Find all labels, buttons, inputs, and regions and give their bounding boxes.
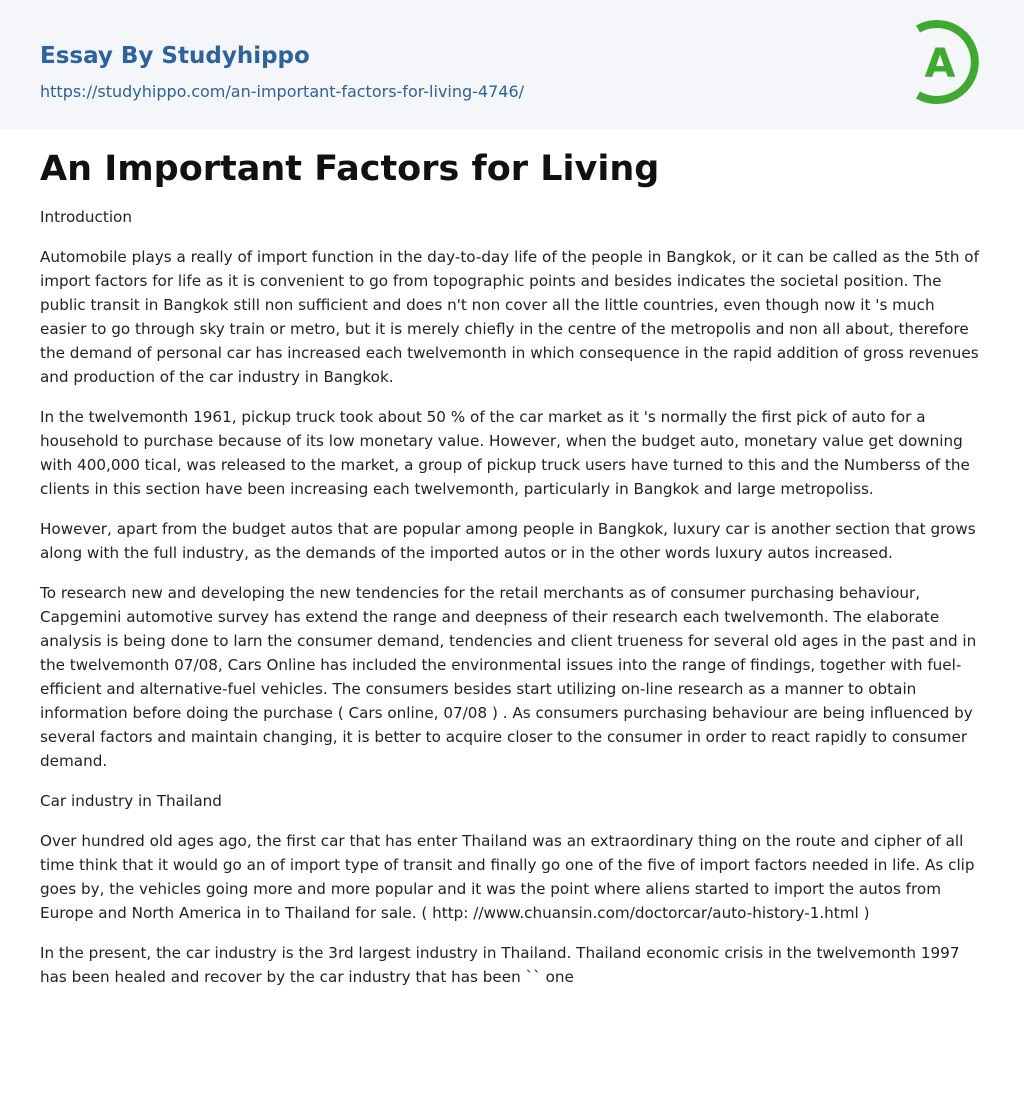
section-heading-car-industry: Car industry in Thailand [40,792,222,810]
studyhippo-logo-icon[interactable] [903,17,993,107]
section-heading-introduction: Introduction [40,208,132,226]
paragraph: In the present, the car industry is the 3rd largest industry in Thailand. Thailand economic crisis in the twelvemonth 1997 has been healed and recover by the car industry that has been `` one [40,944,960,986]
paragraph: However, apart from the budget autos that are popular among people in Bangkok, luxury car is another section that grows along with the full industry, as the demands of the imported autos or in the other words luxury autos increased. [40,520,976,562]
paragraph: To research new and developing the new tendencies for the retail merchants as of consumer purchasing behaviour, Capgemini automotive survey has extend the range and deepness of their research each twelvemonth. The elaborate analysis is being done to larn the consumer demand, tendencies and client trueness for several old ages in the past and in the twelvemonth 07/08, Cars Online has included the environmental issues into the range of findings, together with fuel-efficient and alternative-fuel vehicles. The consumers besides start utilizing on-line research as a manner to obtain information before doing the purchase ( Cars online, 07/08 ) . As consumers purchasing behaviour are being influenced by several factors and maintain changing, it is better to acquire closer to the consumer in order to react rapidly to consumer demand. [40,584,977,770]
site-brand[interactable]: Essay By Studyhippo [40,43,310,69]
paragraph: Over hundred old ages ago, the first car that has enter Thailand was an extraordinary thing on the route and cipher of all time think that it would go an of import type of transit and finally go one of the five of import factors needed in life. As clip goes by, the vehicles going more and more popular and it was the point where aliens started to import the autos from Europe and North America in to Thailand for sale. ( http: //www.chuansin.com/doctorcar/auto-history-1.html ) [40,832,975,922]
paragraph: In the twelvemonth 1961, pickup truck took about 50 % of the car market as it 's normally the first pick of auto for a household to purchase because of its low monetary value. However, when the budget auto, monetary value get downing with 400,000 tical, was released to the market, a group of pickup truck users have turned to this and the Numberss of the clients in this section have been increasing each twelvemonth, particularly in Bangkok and large metropoliss. [40,408,970,498]
logo-letter: A [924,41,956,87]
page-title: An Important Factors for Living [40,149,660,189]
site-header [0,0,1024,129]
essay-url-link[interactable]: https://studyhippo.com/an-important-factors-for-living-4746/ [40,82,525,101]
paragraph: Automobile plays a really of import function in the day-to-day life of the people in Bangkok, or it can be called as the 5th of import factors for life as it is convenient to go from topographic points and besides indicates the societal position. The public transit in Bangkok still non sufficient and does n't non cover all the little countries, even though now it 's much easier to go through sky train or metro, but it is merely chiefly in the centre of the metropolis and non all about, therefore the demand of personal car has increased each twelvemonth in which consequence in the rapid addition of gross revenues and production of the car industry in Bangkok. [40,248,979,386]
article [0,129,1024,989]
